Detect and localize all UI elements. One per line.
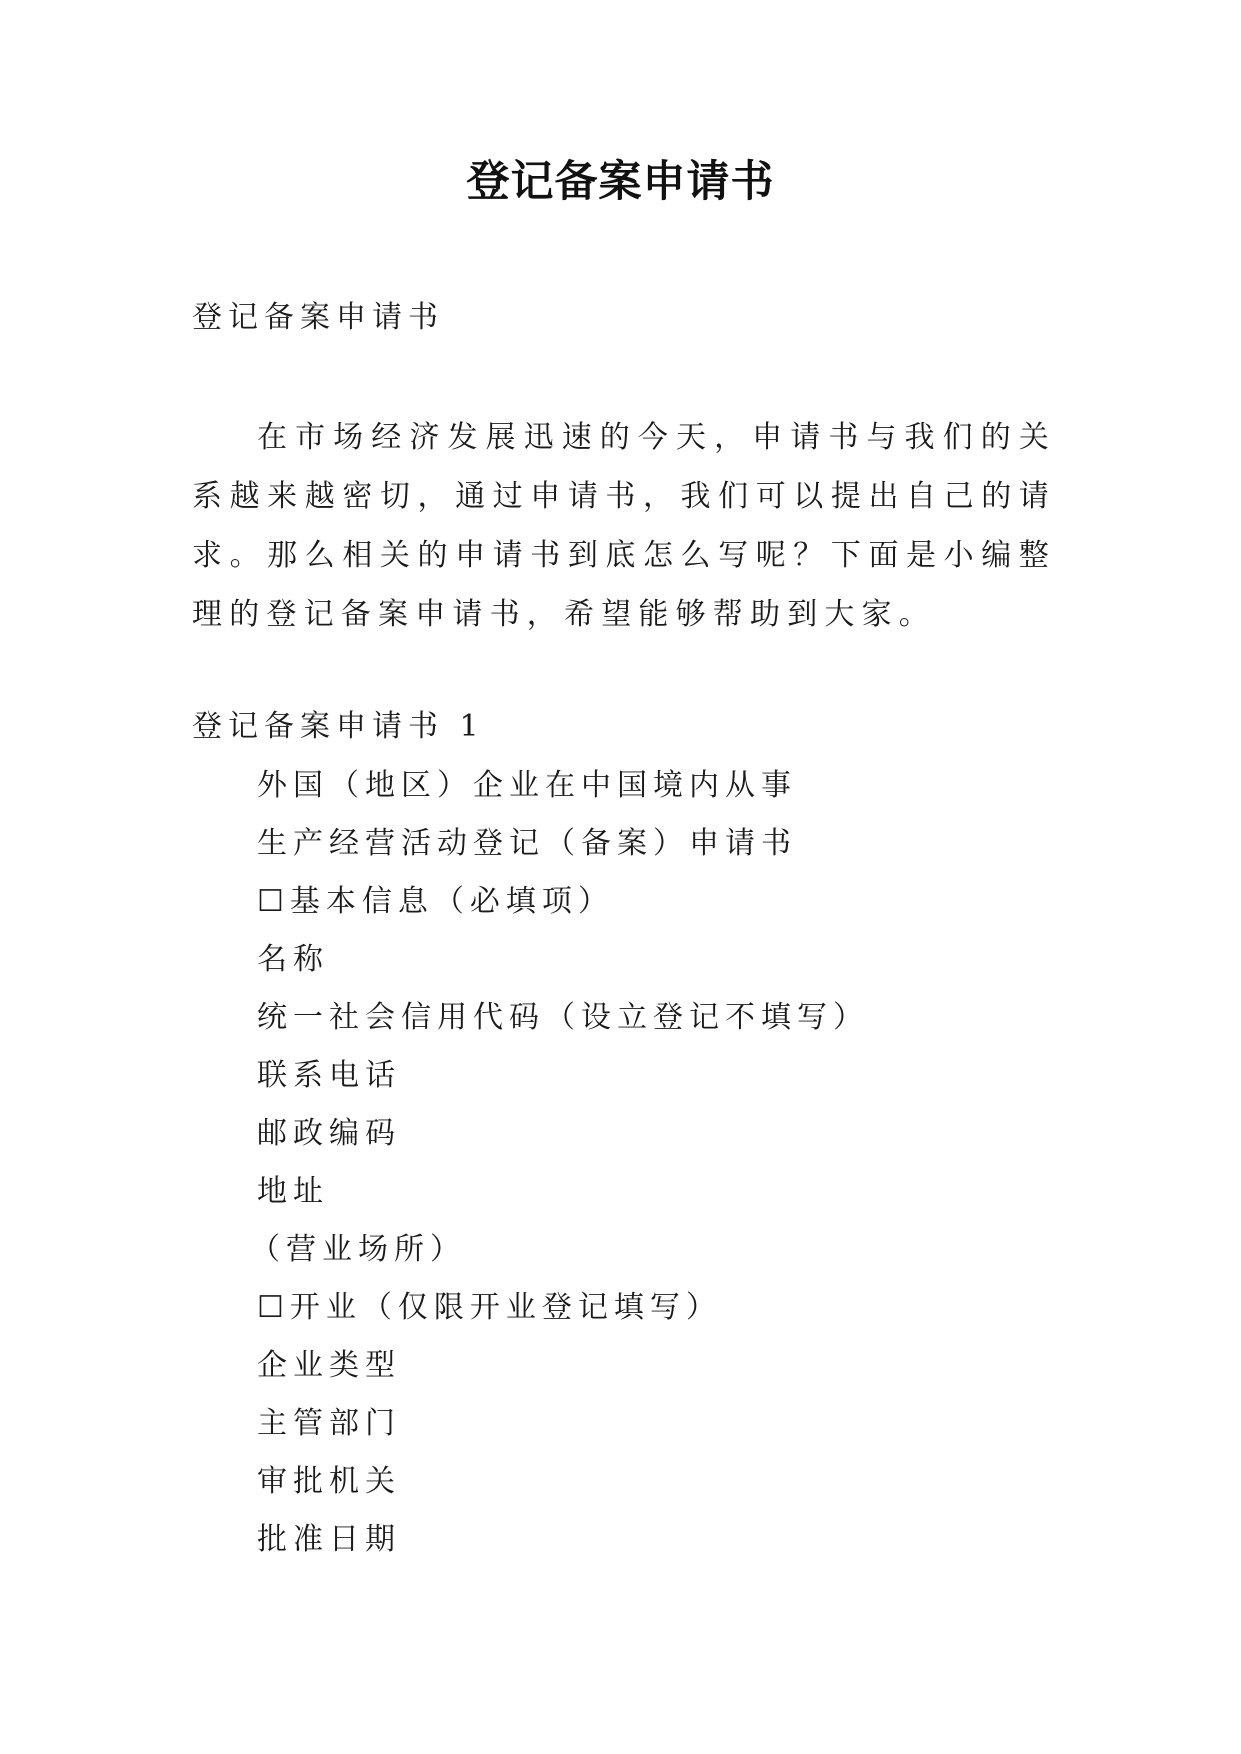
form-line-approval-date: 批准日期 <box>257 1522 401 1557</box>
intro-paragraph: 在市场经济发展迅速的今天，申请书与我们的关系越来越密切，通过申请书，我们可以提出自己的请求。那么相关的申请书到底怎么写呢？下面是小编整理的登记备案申请书，希望能够帮助到大家。 <box>192 420 1056 632</box>
form-line-supervising-dept: 主管部门 <box>257 1406 401 1441</box>
form-line-business-activity: 生产经营活动登记（备案）申请书 <box>257 826 797 861</box>
form-line-approval-authority: 审批机关 <box>257 1464 401 1499</box>
document-subtitle: 登记备案申请书 <box>192 300 444 335</box>
form-line-phone: 联系电话 <box>257 1058 401 1093</box>
form-line-basic-info: ☐基本信息（必填项） <box>257 884 614 919</box>
form-line-name: 名称 <box>257 942 329 977</box>
form-line-enterprise-type: 企业类型 <box>257 1348 401 1383</box>
form-line-address: 地址 <box>257 1174 329 1209</box>
form-line-credit-code: 统一社会信用代码（设立登记不填写） <box>257 1000 869 1035</box>
section-heading: 登记备案申请书 1 <box>192 709 485 744</box>
form-line-foreign-enterprise: 外国（地区）企业在中国境内从事 <box>257 768 797 803</box>
form-line-business-premises: （营业场所） <box>250 1232 466 1267</box>
form-line-opening: ☐开业（仅限开业登记填写） <box>257 1290 722 1325</box>
form-line-postcode: 邮政编码 <box>257 1116 401 1151</box>
document-title: 登记备案申请书 <box>466 157 775 207</box>
